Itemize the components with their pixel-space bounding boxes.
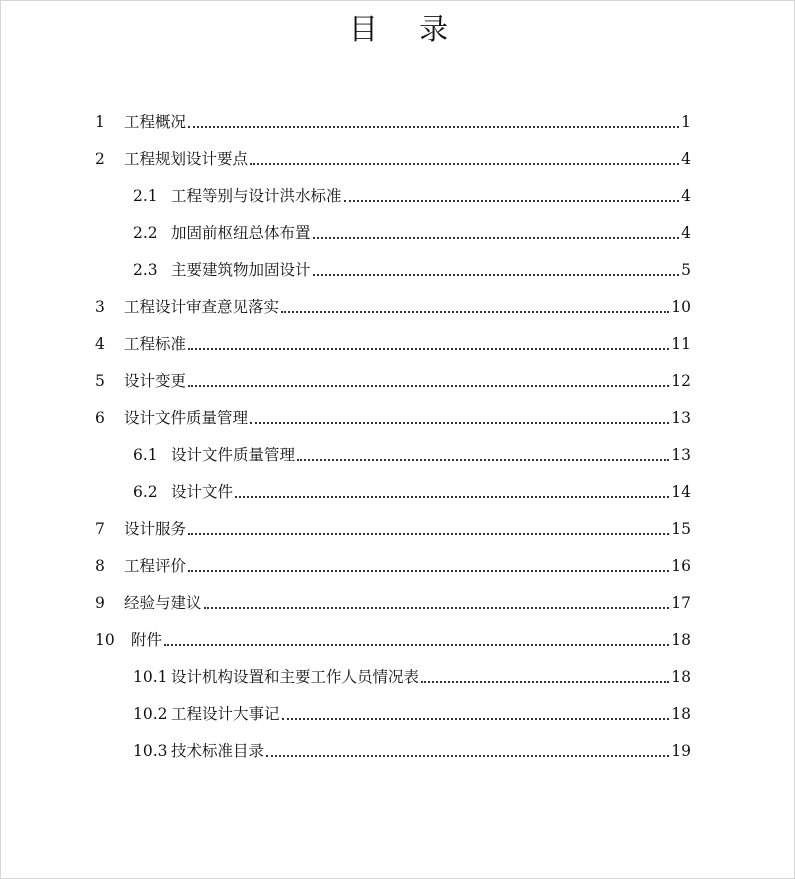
toc-entry-page: 4 bbox=[681, 224, 691, 242]
toc-entry-page: 12 bbox=[671, 372, 691, 390]
toc-entry-6[interactable] bbox=[95, 400, 691, 437]
toc-entry-page: 13 bbox=[671, 409, 691, 427]
toc-entry-page: 19 bbox=[671, 742, 691, 760]
toc-entry-number: 5 bbox=[95, 372, 105, 390]
dot-leader bbox=[297, 458, 669, 461]
toc-entry-label: 工程设计审查意见落实 bbox=[124, 298, 280, 316]
dot-leader bbox=[250, 162, 679, 165]
toc-entry-page: 17 bbox=[671, 594, 691, 612]
toc-entry-10[interactable] bbox=[95, 622, 691, 659]
toc-entry-number: 2.3 bbox=[133, 261, 158, 279]
dot-leader bbox=[281, 310, 669, 313]
toc-entry-page: 15 bbox=[671, 520, 691, 538]
toc-entry-6-1[interactable] bbox=[133, 437, 691, 474]
toc-entry-number: 6.2 bbox=[133, 483, 158, 501]
toc-entry-8[interactable] bbox=[95, 548, 691, 585]
toc-entry-page: 11 bbox=[671, 335, 691, 353]
dot-leader bbox=[235, 495, 669, 498]
toc-entry-label: 设计机构设置和主要工作人员情况表 bbox=[171, 668, 420, 686]
toc-entry-label: 经验与建议 bbox=[124, 594, 202, 612]
toc-entry-label: 工程概况 bbox=[124, 113, 187, 131]
toc-entry-label: 工程设计大事记 bbox=[171, 705, 280, 723]
toc-entry-label: 主要建筑物加固设计 bbox=[171, 261, 311, 279]
toc-entry-label: 设计变更 bbox=[124, 372, 187, 390]
toc-entry-2-2[interactable] bbox=[133, 215, 691, 252]
dot-leader bbox=[188, 569, 669, 572]
toc-entry-page: 18 bbox=[671, 668, 691, 686]
toc-entry-number: 10.1 bbox=[133, 668, 168, 686]
dot-leader bbox=[266, 754, 669, 757]
toc-entry-label: 设计文件质量管理 bbox=[124, 409, 249, 427]
toc-entry-page: 14 bbox=[671, 483, 691, 501]
dot-leader bbox=[250, 421, 669, 424]
toc-entry-page: 10 bbox=[671, 298, 691, 316]
toc-entry-number: 2 bbox=[95, 150, 105, 168]
toc-entry-page: 18 bbox=[671, 705, 691, 723]
toc-entry-label: 工程评价 bbox=[124, 557, 187, 575]
toc-entry-2-1[interactable] bbox=[133, 178, 691, 215]
toc-entry-page: 18 bbox=[671, 631, 691, 649]
toc-entry-number: 10.2 bbox=[133, 705, 168, 723]
toc-entry-page: 13 bbox=[671, 446, 691, 464]
toc-entry-label: 设计文件 bbox=[171, 483, 234, 501]
toc-entry-2-3[interactable] bbox=[133, 252, 691, 289]
toc-entry-5[interactable] bbox=[95, 363, 691, 400]
toc-entry-10-3[interactable] bbox=[133, 733, 691, 770]
toc-entry-page: 1 bbox=[681, 113, 691, 131]
toc-entry-label: 附件 bbox=[131, 631, 163, 649]
toc-entry-label: 工程标准 bbox=[124, 335, 187, 353]
dot-leader bbox=[313, 236, 680, 239]
toc-entry-number: 1 bbox=[95, 113, 105, 131]
toc-entry-number: 6 bbox=[95, 409, 105, 427]
dot-leader bbox=[282, 717, 670, 720]
dot-leader bbox=[188, 125, 679, 128]
toc-entry-number: 2.2 bbox=[133, 224, 158, 242]
dot-leader bbox=[188, 384, 669, 387]
toc-entry-label: 工程规划设计要点 bbox=[124, 150, 249, 168]
toc-entry-page: 4 bbox=[681, 187, 691, 205]
toc-entry-1[interactable] bbox=[95, 104, 691, 141]
toc-entry-label: 加固前枢纽总体布置 bbox=[171, 224, 311, 242]
toc-entry-3[interactable] bbox=[95, 289, 691, 326]
toc-entry-number: 4 bbox=[95, 335, 105, 353]
dot-leader bbox=[313, 273, 680, 276]
toc-entry-9[interactable] bbox=[95, 585, 691, 622]
toc-entry-4[interactable] bbox=[95, 326, 691, 363]
toc-entry-label: 设计文件质量管理 bbox=[171, 446, 296, 464]
dot-leader bbox=[164, 643, 669, 646]
dot-leader bbox=[344, 199, 680, 202]
toc-entry-label: 工程等别与设计洪水标准 bbox=[171, 187, 342, 205]
dot-leader bbox=[188, 532, 669, 535]
toc-entry-number: 7 bbox=[95, 520, 105, 538]
toc-entry-7[interactable] bbox=[95, 511, 691, 548]
toc-entry-number: 10.3 bbox=[133, 742, 168, 760]
toc-entry-10-2[interactable] bbox=[133, 696, 691, 733]
dot-leader bbox=[421, 680, 669, 683]
toc-entry-number: 3 bbox=[95, 298, 105, 316]
toc-entry-page: 5 bbox=[681, 261, 691, 279]
toc-entry-2[interactable] bbox=[95, 141, 691, 178]
toc-entry-number: 8 bbox=[95, 557, 105, 575]
toc-entry-number: 10 bbox=[95, 631, 115, 649]
toc-entry-label: 技术标准目录 bbox=[171, 742, 265, 760]
toc-entry-6-2[interactable] bbox=[133, 474, 691, 511]
dot-leader bbox=[204, 606, 670, 609]
page-title: 目 录 bbox=[348, 12, 465, 46]
toc-entry-page: 16 bbox=[671, 557, 691, 575]
toc-entry-number: 2.1 bbox=[133, 187, 158, 205]
toc-entry-page: 4 bbox=[681, 150, 691, 168]
dot-leader bbox=[188, 347, 669, 350]
toc-entry-number: 9 bbox=[95, 594, 105, 612]
toc-entry-10-1[interactable] bbox=[133, 659, 691, 696]
toc-entry-label: 设计服务 bbox=[124, 520, 187, 538]
toc-entry-number: 6.1 bbox=[133, 446, 158, 464]
